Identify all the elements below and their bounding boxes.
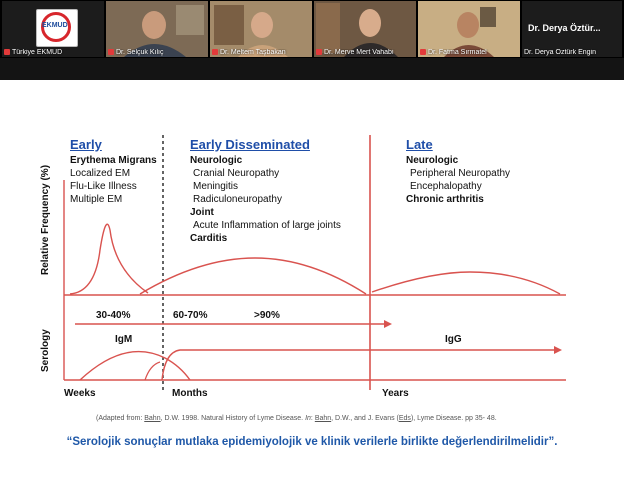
participant-tile-no-video[interactable] — [522, 1, 622, 57]
time-label-months: Months — [172, 388, 208, 399]
igm-tail-curve — [145, 362, 160, 380]
participant-name: Dr. Merve Mert Vahabi — [316, 49, 414, 56]
symptom-item: Acute Inflammation of large joints — [193, 220, 341, 231]
symptom-item: Neurologic — [406, 155, 459, 166]
symptom-item: Meningitis — [193, 181, 239, 192]
person-icon — [4, 49, 10, 55]
symptom-item: Radiculoneuropathy — [193, 194, 282, 205]
symptom-item: Chronic arthritis — [406, 194, 484, 205]
symptom-item: Flu-Like Illness — [70, 181, 137, 192]
participant-name: Dr. Fatma Sırmatel — [420, 49, 518, 56]
citation-reference: (Adapted from: Bahn, D.W. 1998. Natural History of Lyme Disease. In: Bahn, D.W., and J. Evans (Eds), Lyme Disease. pp 35- 48. — [96, 415, 497, 422]
stage-title-early: Early — [70, 137, 102, 152]
igg-curve — [162, 350, 556, 380]
sensitivity-arrowhead — [384, 320, 392, 328]
antibody-label-igm: IgM — [115, 334, 133, 345]
symptom-item: Peripheral Neuropathy — [410, 168, 511, 179]
late-hump-curve — [372, 272, 560, 294]
participant-name: Dr. Selçuk Kılıç — [108, 49, 206, 56]
symptom-item: Joint — [190, 207, 214, 218]
participant-tile-video[interactable] — [106, 1, 208, 57]
participant-name: Türkiye EKMUD — [4, 49, 102, 56]
participant-strip — [0, 0, 624, 58]
stage-title-early-disseminated: Early Disseminated — [190, 137, 310, 152]
symptom-item: Neurologic — [190, 155, 243, 166]
symptom-item: Multiple EM — [70, 194, 123, 205]
symptom-item: Erythema Migrans — [70, 155, 157, 166]
participant-name: Dr. Meltem Taşbakan — [212, 49, 310, 56]
early-peak-curve — [70, 224, 148, 294]
disseminated-hump-curve — [140, 258, 366, 294]
participant-tile-video[interactable] — [210, 1, 312, 57]
dark-spacer — [0, 58, 624, 80]
sensitivity-label: 30-40% — [96, 310, 131, 321]
igg-arrowhead — [554, 346, 562, 354]
symptom-item: Encephalopathy — [410, 181, 482, 192]
person-icon — [212, 49, 218, 55]
participant-name: Dr. Derya Öztürk Engin — [524, 49, 596, 56]
time-label-years: Years — [382, 388, 409, 399]
participant-tile-ekmud[interactable] — [2, 1, 104, 57]
sensitivity-label: 60-70% — [173, 310, 208, 321]
y-axis-label-serology: Serology — [40, 329, 51, 372]
participant-tile-video[interactable] — [418, 1, 520, 57]
person-icon — [420, 49, 426, 55]
igm-curve — [80, 352, 190, 380]
sensitivity-label: >90% — [254, 310, 280, 321]
ekmud-logo: EKMUD — [36, 9, 78, 47]
antibody-label-igg: IgG — [445, 334, 462, 345]
y-axis-label-frequency: Relative Frequency (%) — [40, 164, 51, 275]
person-icon — [108, 49, 114, 55]
time-label-weeks: Weeks — [64, 388, 96, 399]
stage-title-late: Late — [406, 137, 433, 152]
participant-tile-video[interactable] — [314, 1, 416, 57]
symptom-item: Carditis — [190, 233, 228, 244]
symptom-item: Cranial Neuropathy — [193, 168, 280, 179]
person-icon — [316, 49, 322, 55]
symptom-item: Localized EM — [70, 168, 131, 179]
shared-slide — [0, 80, 624, 480]
conclusion-statement: “Serolojik sonuçlar mutlaka epidemiyolojik ve klinik verilerle birlikte değerlendirilmelidir”. — [66, 436, 558, 448]
participant-display-name: Dr. Derya Öztür... — [528, 23, 601, 33]
